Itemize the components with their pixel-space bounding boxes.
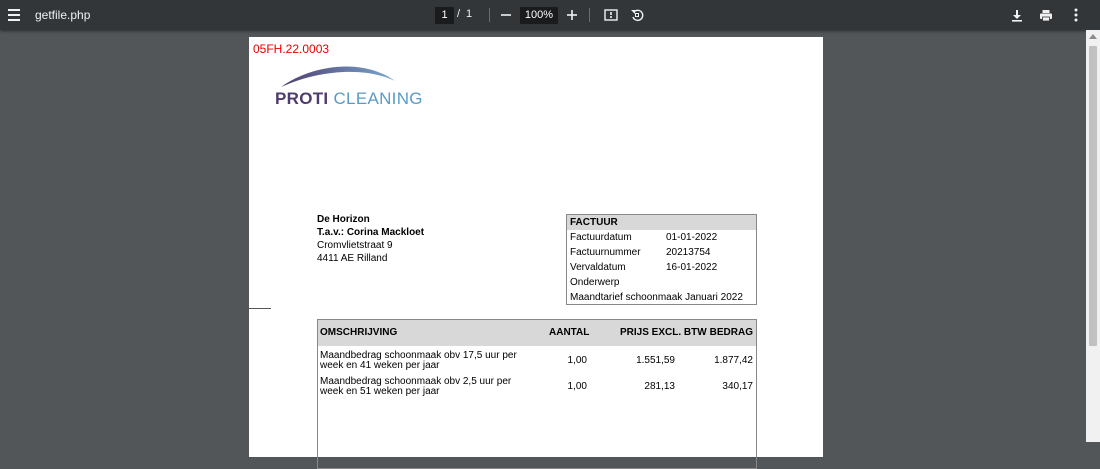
zoom-level-input[interactable]: 100% [520, 7, 558, 24]
header-amount: BEDRAG [709, 327, 753, 338]
page-number-input[interactable]: 1 [435, 7, 454, 24]
invoice-lines-table [317, 319, 757, 469]
invoice-info-row [567, 245, 756, 260]
logo-wordmark [275, 89, 423, 109]
logo-word-cleaning: CLEANING [333, 89, 423, 108]
invoice-info-row [567, 260, 756, 275]
recipient-company: De Horizon [317, 214, 370, 225]
header-price: PRIJS EXCL. BTW [620, 327, 707, 338]
scroll-thumb[interactable] [1089, 46, 1097, 346]
line-price: 1.551,59 [636, 355, 675, 366]
rotate-icon[interactable] [627, 5, 647, 25]
line-price: 281,13 [644, 381, 675, 392]
due-date-value: 16-01-2022 [666, 262, 718, 273]
invoice-info-row [567, 290, 756, 305]
logo-swoosh-icon [275, 61, 425, 91]
page-separator: / [457, 8, 461, 20]
subject-label: Onderwerp [570, 277, 620, 288]
fit-page-icon[interactable] [601, 5, 621, 25]
toolbar-divider [489, 8, 490, 22]
line-quantity: 1,00 [567, 355, 587, 366]
header-quantity: AANTAL [549, 327, 590, 338]
menu-icon[interactable] [4, 5, 24, 25]
company-logo [275, 61, 425, 111]
page-total: 1 [466, 8, 473, 20]
invoice-info-box [566, 214, 757, 305]
vertical-scrollbar[interactable] [1086, 30, 1100, 442]
pdf-toolbar [0, 0, 1100, 30]
table-row [318, 377, 756, 397]
scroll-up-icon[interactable] [1089, 34, 1097, 39]
line-description: Maandbedrag schoonmaak obv 2,5 uur per week en 51 weken per jaar [320, 376, 512, 397]
table-row [318, 351, 756, 371]
subject-text: Maandtarief schoonmaak Januari 2022 [570, 292, 743, 303]
line-amount: 1.877,42 [714, 355, 753, 366]
invoice-date-value: 01-01-2022 [666, 232, 718, 243]
line-amount: 340,17 [722, 381, 753, 392]
recipient-street: Cromvlietstraat 9 [317, 240, 393, 251]
invoice-info-row [567, 230, 756, 245]
invoice-number-label: Factuurnummer [570, 247, 641, 258]
table-header [318, 320, 756, 346]
recipient-attention: T.a.v.: Corina Mackloet [317, 227, 425, 238]
line-quantity: 1,00 [567, 381, 587, 392]
due-date-label: Vervaldatum [570, 262, 626, 273]
pdf-page [249, 37, 823, 457]
print-icon[interactable] [1036, 5, 1056, 25]
zoom-in-icon[interactable] [562, 5, 582, 25]
invoice-date-label: Factuurdatum [570, 232, 632, 243]
recipient-city: 4411 AE Rilland [317, 253, 388, 264]
document-title: getfile.php [35, 8, 91, 22]
recipient-address [317, 213, 424, 265]
line-description: Maandbedrag schoonmaak obv 17,5 uur per week en 41 weken per jaar [320, 350, 517, 371]
download-icon[interactable] [1007, 5, 1027, 25]
fold-mark [249, 308, 271, 309]
invoice-number-value: 20213754 [666, 247, 711, 258]
more-icon[interactable] [1066, 5, 1086, 25]
document-code: 05FH.22.0003 [253, 42, 330, 56]
invoice-heading: FACTUUR [567, 215, 756, 230]
toolbar-divider [589, 8, 590, 22]
header-description: OMSCHRIJVING [320, 327, 398, 338]
zoom-out-icon[interactable] [496, 5, 516, 25]
invoice-info-row [567, 275, 756, 290]
logo-word-proti: PROTI [275, 89, 329, 108]
